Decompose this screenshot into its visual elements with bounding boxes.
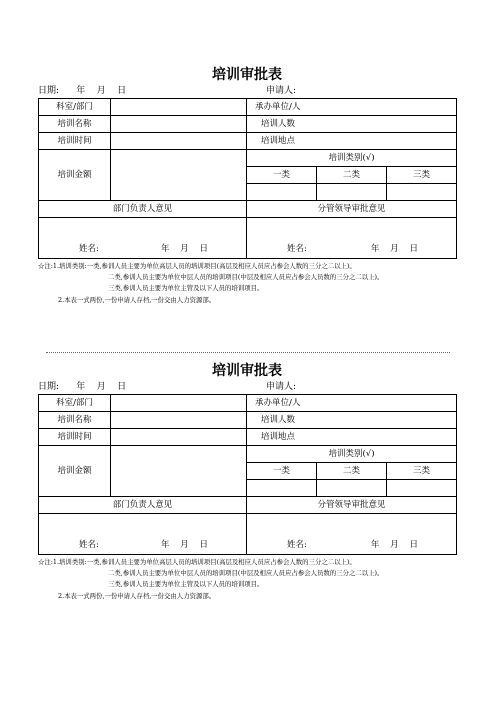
amount-input[interactable] bbox=[111, 446, 247, 497]
category-3-checkbox[interactable] bbox=[387, 184, 457, 201]
leader-opinion-box[interactable] bbox=[247, 514, 457, 555]
training-time-input[interactable] bbox=[111, 429, 247, 446]
leader-signature bbox=[247, 539, 456, 551]
category-2-checkbox[interactable] bbox=[317, 184, 387, 201]
headcount-cell[interactable] bbox=[247, 116, 457, 133]
category-1-checkbox[interactable] bbox=[247, 184, 317, 201]
training-name-input[interactable] bbox=[111, 412, 247, 429]
dept-head-opinion-box[interactable] bbox=[39, 218, 247, 259]
leader-opinion-header: 分管领导审批意见 bbox=[247, 497, 457, 514]
host-unit-cell[interactable] bbox=[247, 99, 457, 116]
approval-form-2 bbox=[38, 362, 456, 602]
training-name-label: 培训名称 bbox=[39, 412, 111, 429]
dept-head-opinion-header: 部门负责人意见 bbox=[39, 201, 247, 218]
host-unit-label: 承办单位/人 bbox=[255, 102, 301, 112]
note-line: 三类,参训人员主要为单位主管及以下人员的培训项目。 bbox=[108, 580, 264, 589]
form-notes bbox=[38, 261, 456, 306]
form-meta bbox=[38, 380, 456, 394]
training-time-label: 培训时间 bbox=[39, 429, 111, 446]
applicant-field[interactable]: 申请人: bbox=[266, 382, 297, 392]
headcount-label: 培训人数 bbox=[261, 415, 296, 425]
training-place-cell[interactable] bbox=[247, 429, 457, 446]
amount-label: 培训金额 bbox=[39, 150, 111, 201]
amount-label: 培训金额 bbox=[39, 446, 111, 497]
dept-input[interactable] bbox=[111, 99, 247, 116]
headcount-cell[interactable] bbox=[247, 412, 457, 429]
category-label: 培训类别(√) bbox=[247, 446, 457, 463]
training-name-label: 培训名称 bbox=[39, 116, 111, 133]
category-3-label: 三类 bbox=[387, 463, 457, 480]
form-title: 培训审批表 bbox=[212, 363, 282, 379]
approval-form-1 bbox=[38, 66, 456, 306]
note-line: 二类,参训人员主要为单位中层人员的培训项目(中层及相应人员应占参会人员数的三分之二以上)。 bbox=[108, 569, 384, 578]
training-place-label: 培训地点 bbox=[261, 136, 296, 146]
category-1-label: 一类 bbox=[247, 463, 317, 480]
form-meta bbox=[38, 84, 456, 98]
date-field[interactable]: 日期: 年 月 日 bbox=[38, 382, 127, 392]
signature-name-label: 姓名: bbox=[287, 244, 307, 254]
note-line: 二类,参训人员主要为单位中层人员的培训项目(中层及相应人员应占参会人员数的三分之二以上)。 bbox=[108, 273, 384, 282]
training-place-label: 培训地点 bbox=[261, 432, 296, 442]
note-line: 2.本表一式两份,一份申请人存档,一份交由人力资源部。 bbox=[58, 591, 216, 600]
host-unit-cell[interactable] bbox=[247, 395, 457, 412]
signature-date-label: 年 月 日 bbox=[370, 540, 418, 550]
dept-head-signature bbox=[39, 243, 246, 255]
category-2-label: 二类 bbox=[317, 167, 387, 184]
training-place-cell[interactable] bbox=[247, 133, 457, 150]
leader-signature bbox=[247, 243, 456, 255]
cut-line bbox=[46, 352, 450, 353]
category-2-checkbox[interactable] bbox=[317, 480, 387, 497]
category-2-label: 二类 bbox=[317, 463, 387, 480]
leader-opinion-header: 分管领导审批意见 bbox=[247, 201, 457, 218]
signature-date-label: 年 月 日 bbox=[370, 244, 418, 254]
amount-input[interactable] bbox=[111, 150, 247, 201]
signature-name-label: 姓名: bbox=[79, 244, 99, 254]
dept-input[interactable] bbox=[111, 395, 247, 412]
note-line: ☆注:1.培训类别:一类,参训人员主要为单位高层人员的培训项目(高层及相应人员应占参会人数的三分之二以上)。 bbox=[38, 262, 356, 270]
dept-head-opinion-box[interactable] bbox=[39, 514, 247, 555]
signature-name-label: 姓名: bbox=[79, 540, 99, 550]
date-field[interactable]: 日期: 年 月 日 bbox=[38, 86, 127, 96]
category-label: 培训类别(√) bbox=[247, 150, 457, 167]
dept-label: 科室/部门 bbox=[39, 99, 111, 116]
leader-opinion-box[interactable] bbox=[247, 218, 457, 259]
signature-date-label: 年 月 日 bbox=[160, 244, 208, 254]
approval-table bbox=[38, 98, 457, 259]
training-time-label: 培训时间 bbox=[39, 133, 111, 150]
dept-head-signature bbox=[39, 539, 246, 551]
note-line: ☆注:1.培训类别:一类,参训人员主要为单位高层人员的培训项目(高层及相应人员应占参会人数的三分之二以上)。 bbox=[38, 558, 356, 566]
note-line: 2.本表一式两份,一份申请人存档,一份交由人力资源部。 bbox=[58, 295, 216, 304]
training-name-input[interactable] bbox=[111, 116, 247, 133]
signature-name-label: 姓名: bbox=[287, 540, 307, 550]
approval-table bbox=[38, 394, 457, 555]
category-1-label: 一类 bbox=[247, 167, 317, 184]
category-1-checkbox[interactable] bbox=[247, 480, 317, 497]
signature-date-label: 年 月 日 bbox=[160, 540, 208, 550]
headcount-label: 培训人数 bbox=[261, 119, 296, 129]
category-3-checkbox[interactable] bbox=[387, 480, 457, 497]
note-line: 三类,参训人员主要为单位主管及以下人员的培训项目。 bbox=[108, 284, 264, 293]
dept-label: 科室/部门 bbox=[39, 395, 111, 412]
training-time-input[interactable] bbox=[111, 133, 247, 150]
form-title: 培训审批表 bbox=[212, 67, 282, 83]
form-notes bbox=[38, 557, 456, 602]
applicant-field[interactable]: 申请人: bbox=[266, 86, 297, 96]
host-unit-label: 承办单位/人 bbox=[255, 398, 301, 408]
category-3-label: 三类 bbox=[387, 167, 457, 184]
dept-head-opinion-header: 部门负责人意见 bbox=[39, 497, 247, 514]
